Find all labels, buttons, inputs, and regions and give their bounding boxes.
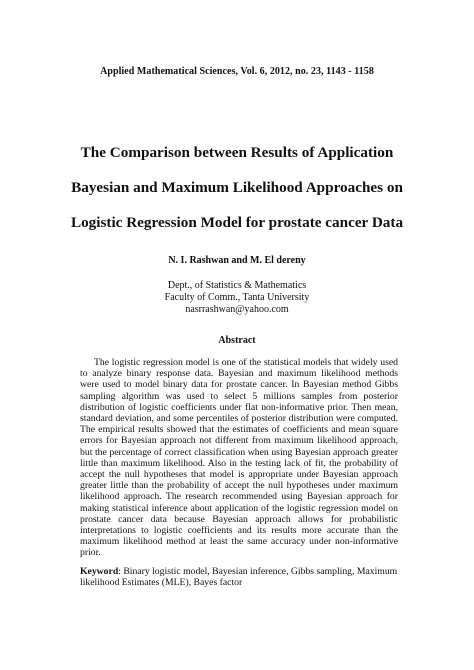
journal-citation: Applied Mathematical Sciences, Vol. 6, 2012, no. 23, 1143 - 1158 [100, 66, 374, 77]
keywords-text: : Binary logistic model, Bayesian inference, Gibbs sampling, Maximum likelihood Estimates (MLE), Bayes factor [80, 566, 398, 589]
abstract-heading: Abstract [218, 335, 256, 346]
abstract-text: The logistic regression model is one of the statistical models that widely used to analyze binary response data. Bayesian and maximum likelihood methods were used to model binary data for prostate cancer. In Bayesian method Gibbs sampling algorithm was used to select 5 millions samples from posterior distribution of logistic coefficients under flat non-informative prior. Then mean, standard deviation, and some percentiles of posterior distribution were computed. The empirical results showed that the estimates of coefficients and mean square errors for Bayesian approach not different from maximum likelihood approach, but the percentage of correct classification when using Bayesian approach greater little than maximum likelihood. Also in the testing lack of fit, the probability of accept the null hypotheses that model is appropriate under Bayesian approach greater little than the probability of accept the null hypotheses under maximum likelihood approach. The research recommended using Bayesian approach for making statistical inference about application of the logistic regression model on prostate cancer data because Bayesian approach allows for probabilistic interpretations to logistic coefficients and its results more accurate than the maximum likelihood method at least the same accuracy under non-informative prior. [80, 357, 398, 559]
paper-title-line-3: Logistic Regression Model for prostate cancer Data [70, 214, 404, 231]
affiliation-faculty: Faculty of Comm., Tanta University [164, 292, 310, 303]
paper-title-line-2: Bayesian and Maximum Likelihood Approaches on [71, 179, 403, 196]
keywords-paragraph [80, 566, 398, 588]
keywords-label: Keyword [80, 566, 119, 577]
affiliation-department: Dept., of Statistics & Mathematics [167, 280, 307, 291]
author-email: nasrrashwan@yahoo.com [185, 304, 289, 315]
authors: N. I. Rashwan and M. El dereny [168, 255, 306, 266]
paper-title-line-1: The Comparison between Results of Application [80, 144, 394, 161]
